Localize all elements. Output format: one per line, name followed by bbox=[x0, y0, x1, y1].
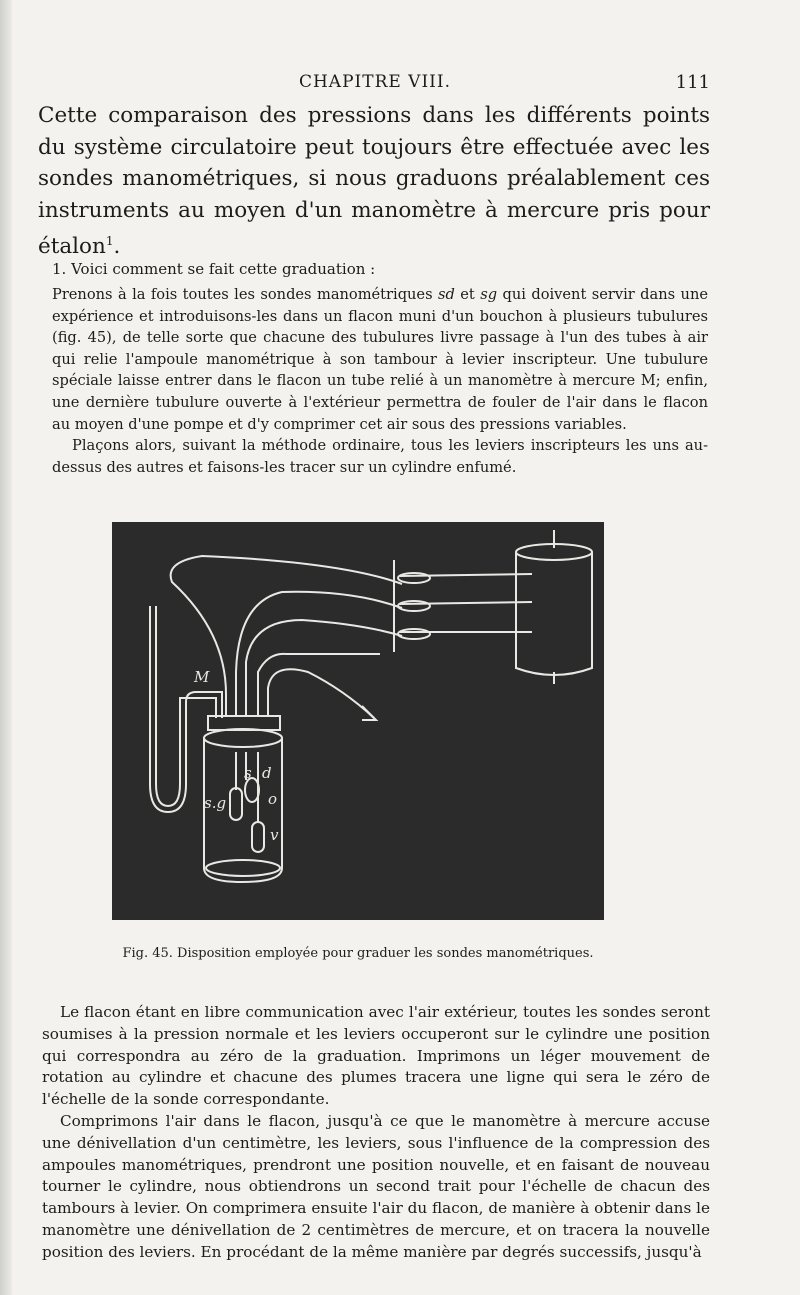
footnote-text: et bbox=[454, 286, 481, 303]
stopper bbox=[208, 716, 280, 730]
footnote-paragraph-2: Plaçons alors, suivant la méthode ordinaire, tous les leviers inscripteurs les uns au-dessus des autres et faisons-les tracer sur un cylindre enfumé. bbox=[52, 437, 708, 476]
figure-caption: Fig. 45. Disposition employée pour graduer les sondes manométriques. bbox=[122, 946, 594, 961]
footnote-symbol-sg: sg bbox=[480, 286, 498, 303]
footnote-title: 1. Voici comment se fait cette graduation : bbox=[52, 260, 376, 278]
label-d: d bbox=[262, 764, 272, 782]
footnote-text: Prenons à la fois toutes les sondes manométriques bbox=[52, 286, 438, 303]
label-o: o bbox=[268, 790, 278, 808]
footnote-paragraph-1 bbox=[52, 284, 708, 435]
mercury-manometer bbox=[150, 606, 222, 812]
body-paragraph-1: Le flacon étant en libre communication avec l'air extérieur, toutes les sondes seront soumises à la pression normale et les leviers occuperont sur le cylindre une position qui correspondra au zéro de la graduation. Imprimons un léger mouvement de rotation au cylindre et chacune des plumes tracera une ligne qui sera le zéro de l'échelle de la sonde correspondante. bbox=[42, 1003, 710, 1109]
ampoule-sg bbox=[230, 788, 242, 820]
tambour-2 bbox=[398, 601, 430, 611]
apparatus-illustration bbox=[112, 522, 604, 920]
tambour-3 bbox=[398, 629, 430, 639]
running-header bbox=[40, 72, 710, 98]
page-edge bbox=[0, 0, 12, 1295]
label-v: v bbox=[270, 826, 279, 844]
smoked-cylinder bbox=[516, 552, 592, 675]
body-text bbox=[42, 1002, 710, 1264]
running-title: CHAPITRE VIII. bbox=[298, 72, 452, 92]
body-paragraph-2: Comprimons l'air dans le flacon, jusqu'à ce que le manomètre à mercure accuse une dénivellation d'un centimètre, les leviers, sous l'influence de la compression des ampoules manométriques, prendront une position nouvelle, et en faisant de nouveau tourner le cylindre, nous obtiendrons un second trait pour l'échelle de chacun des tambours à levier. On comprimera ensuite l'air du flacon, de manière à obtenir dans le manomètre une dénivellation de 2 centimètres de mercure, et on tracera la nouvelle position des leviers. En procédant de la même manière par degrés successifs, jusqu'à bbox=[42, 1111, 710, 1261]
pump-tube bbox=[268, 669, 374, 718]
lead-end: . bbox=[113, 234, 121, 260]
footnote-symbol-sd: sd bbox=[438, 286, 455, 303]
footnote-text: qui doivent servir dans une expérience et introduisons-les dans un flacon muni d'un bouchon à plusieurs tubulures (fig. 45), de telle sorte que chacune des tubulures livre passage à l'un des tubes à air qui relie l'ampoule manométrique à son tambour à levier inscripteur. Une tubulure spéciale laisse entrer dans le flacon un tube relié à un manomètre à mercure M; enfin, une dernière tubulure ouverte à l'extérieur permettra de fouler de l'air dans le flacon au moyen d'une pompe et d'y comprimer cet air sous des pressions variables. bbox=[52, 286, 708, 433]
label-s: s bbox=[244, 764, 252, 782]
figure-45 bbox=[112, 522, 604, 920]
lead-paragraph bbox=[38, 100, 710, 263]
tambour-1 bbox=[398, 573, 430, 583]
ampoule-v bbox=[252, 822, 264, 852]
footnote-body bbox=[52, 284, 708, 478]
label-sg: s.g bbox=[204, 794, 227, 812]
page-number: 111 bbox=[675, 72, 710, 93]
footnote-mark: 1 bbox=[105, 234, 114, 248]
lead-text: Cette comparaison des pressions dans les différents points du système circulatoire peut toujours être effectuée avec les sondes manométriques, si nous graduons préalablement ces instruments au moyen d'un manomètre à mercure pris pour étalon bbox=[38, 103, 710, 260]
label-m: M bbox=[194, 668, 210, 686]
